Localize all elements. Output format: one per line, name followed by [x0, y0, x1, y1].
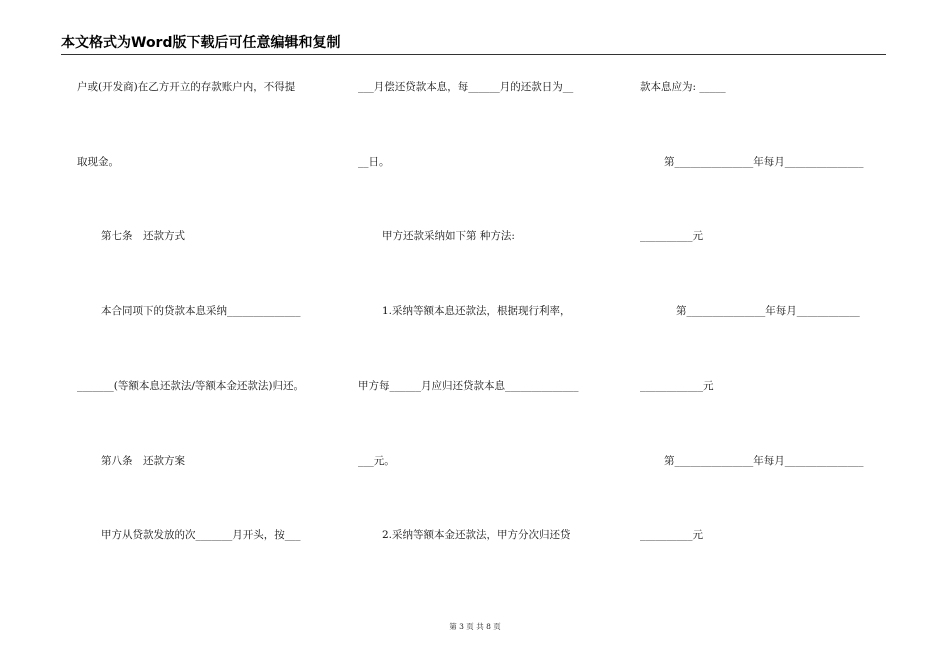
- right-line-5: ____________元: [640, 380, 714, 392]
- right-line-4: 第_______________年每月____________: [676, 305, 860, 317]
- left-line-5: _______(等额本息还款法/等额本金还款法)归还。: [77, 380, 304, 392]
- middle-line-5: 甲方每______月应归还贷款本息______________: [358, 380, 579, 392]
- left-line-3: 第七条 还款方式: [101, 230, 185, 242]
- left-line-6: 第八条 还款方案: [101, 455, 185, 467]
- right-line-3: __________元: [640, 230, 703, 242]
- middle-line-6: ___元。: [358, 455, 395, 467]
- left-line-4: 本合同项下的贷款本息采纳______________: [101, 305, 301, 317]
- right-line-2: 第_______________年每月_______________: [664, 156, 864, 168]
- right-line-1: 款本息应为: _____: [640, 81, 726, 93]
- left-line-2: 取现金。: [77, 156, 119, 168]
- middle-line-3: 甲方还款采纳如下第 种方法:: [382, 230, 515, 242]
- document-header: [61, 34, 886, 55]
- page-footer: 第 3 页 共 8 页: [449, 622, 501, 631]
- left-line-7: 甲方从贷款发放的次_______月开头，按___: [101, 529, 301, 541]
- middle-line-4: 1.采纳等额本息还款法，根据现行利率，: [382, 305, 571, 317]
- right-line-6: 第_______________年每月_______________: [664, 455, 864, 467]
- middle-line-2: __日。: [358, 156, 390, 168]
- middle-line-1: ___月偿还贷款本息，每______月的还款日为__: [358, 81, 574, 93]
- left-line-1: 户或(开发商)在乙方开立的存款账户内，不得提: [77, 81, 296, 93]
- header-title: 本文格式为Word版下载后可任意编辑和复制: [61, 35, 341, 51]
- right-line-7: __________元: [640, 529, 703, 541]
- middle-line-7: 2.采纳等额本金还款法，甲方分次归还贷: [382, 529, 571, 541]
